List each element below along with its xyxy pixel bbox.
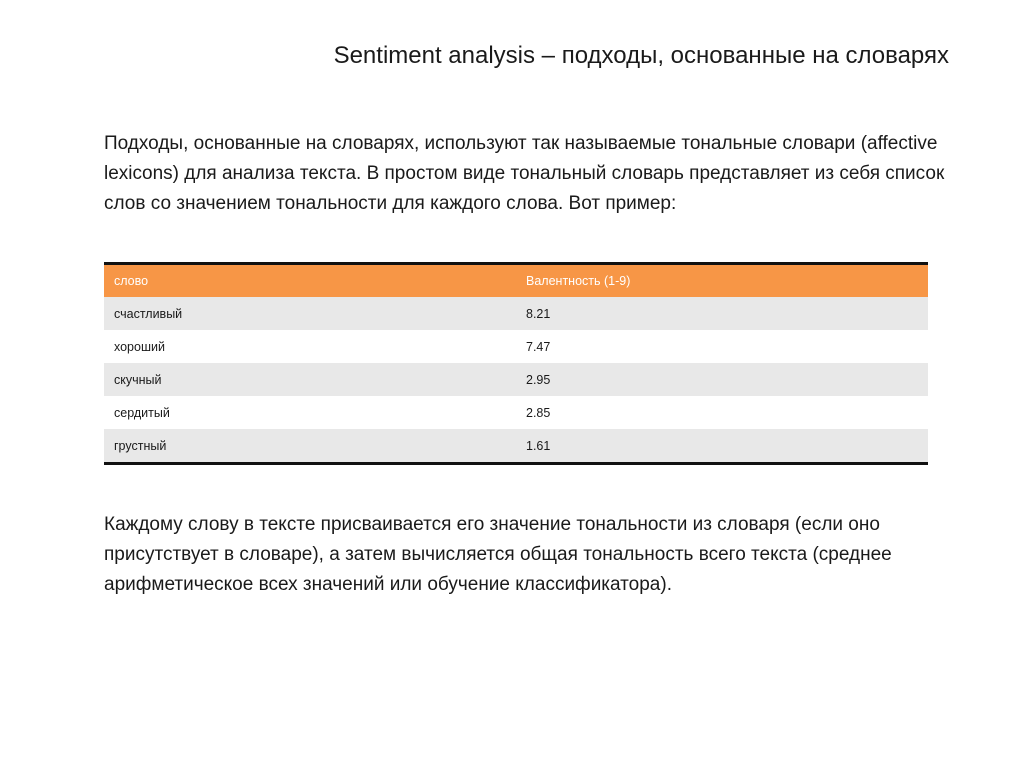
table-row xyxy=(104,396,928,429)
valence-cell: 1.61 xyxy=(516,429,928,464)
intro-paragraph: Подходы, основанные на словарях, используют так называемые тональные словари (affective lexicons) для анализа текста. В простом виде тональный словарь представляет из себя список слов со значением тональности для каждого слова. Вот пример: xyxy=(104,133,945,214)
valence-cell: 7.47 xyxy=(516,330,928,363)
word-cell: скучный xyxy=(104,363,516,396)
valence-cell: 2.95 xyxy=(516,363,928,396)
table-row xyxy=(104,429,928,464)
table-row xyxy=(104,297,928,330)
valence-cell: 8.21 xyxy=(516,297,928,330)
word-cell: сердитый xyxy=(104,396,516,429)
slide-title: Sentiment analysis – подходы, основанные на словарях xyxy=(333,42,949,69)
word-cell: грустный xyxy=(104,429,516,464)
table-row xyxy=(104,363,928,396)
column-header-valence: Валентность (1-9) xyxy=(516,264,928,298)
table-row xyxy=(104,330,928,363)
valence-cell: 2.85 xyxy=(516,396,928,429)
column-header-word: слово xyxy=(104,264,516,298)
table-header-row xyxy=(104,264,928,298)
word-cell: хороший xyxy=(104,330,516,363)
word-cell: счастливый xyxy=(104,297,516,330)
lexicon-table xyxy=(104,262,928,465)
conclusion-paragraph: Каждому слову в тексте присваивается его значение тональности из словаря (если оно присутствует в словаре), а затем вычисляется общая тональность всего текста (среднее арифметическое всех значений или обучение классификатора). xyxy=(104,514,892,595)
